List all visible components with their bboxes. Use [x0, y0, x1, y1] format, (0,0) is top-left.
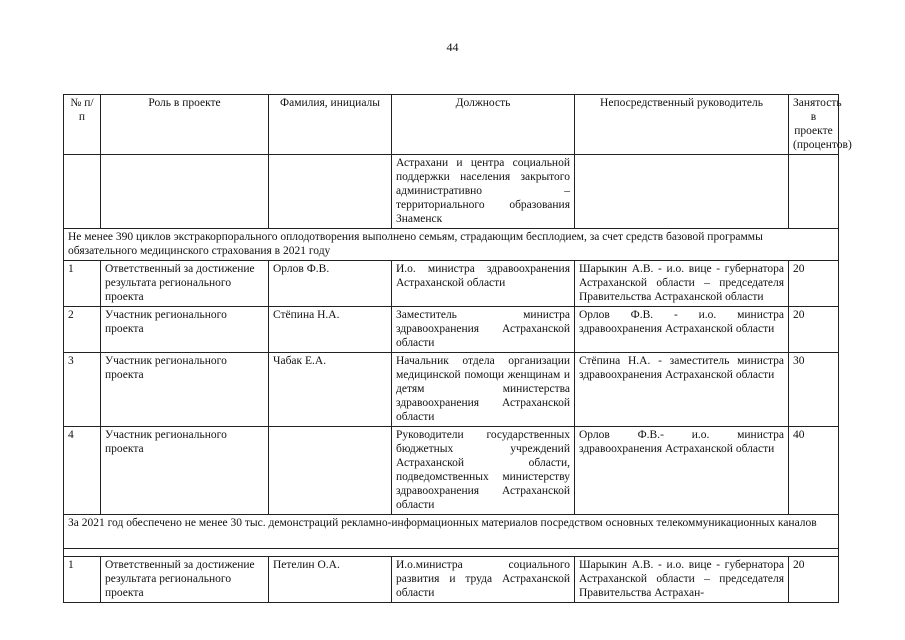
row-supervisor: Шарыкин А.В. - и.о. вице - губернатора Астраханской области – председателя Правительства Астрахан- [575, 557, 789, 603]
row-role: Ответственный за достижение результата регионального проекта [101, 557, 269, 603]
continuation-row [64, 155, 839, 229]
section2-title: За 2021 год обеспечено не менее 30 тыс. демонстраций рекламно-информационных материалов посредством основных телекоммуникационных каналов [64, 515, 839, 549]
row-supervisor: Орлов Ф.В.- и.о. министра здравоохранения Астраханской области [575, 427, 789, 515]
header-name: Фамилия, инициалы [269, 95, 392, 155]
section-title-row [64, 515, 839, 549]
row-role: Участник регионального проекта [101, 307, 269, 353]
row-num: 1 [64, 261, 101, 307]
header-position: Должность [392, 95, 575, 155]
row-name [269, 427, 392, 515]
continuation-position: Астрахани и центра социальной поддержки населения закрытого административно – территориального образования Знаменск [392, 155, 575, 229]
section-title-row [64, 229, 839, 261]
row-employment: 40 [789, 427, 839, 515]
page-number: 44 [446, 40, 459, 54]
table-row [64, 427, 839, 515]
row-name: Стёпина Н.А. [269, 307, 392, 353]
row-employment: 20 [789, 557, 839, 603]
header-num: № п/п [64, 95, 101, 155]
header-supervisor: Непосредственный руководитель [575, 95, 789, 155]
table-row [64, 353, 839, 427]
row-position: И.о. министра здравоохранения Астраханской области [392, 261, 575, 307]
row-role: Участник регионального проекта [101, 427, 269, 515]
row-employment: 30 [789, 353, 839, 427]
table-header-row [64, 95, 839, 155]
table-row [64, 307, 839, 353]
row-employment: 20 [789, 307, 839, 353]
row-role: Ответственный за достижение результата регионального проекта [101, 261, 269, 307]
row-num: 3 [64, 353, 101, 427]
row-supervisor: Орлов Ф.В. - и.о. министра здравоохранения Астраханской области [575, 307, 789, 353]
header-role: Роль в проекте [101, 95, 269, 155]
row-position: Начальник отдела организации медицинской помощи женщинам и детям министерства здравоохранения Астраханской области [392, 353, 575, 427]
row-supervisor: Шарыкин А.В. - и.о. вице - губернатора Астраханской области – председателя Правительства Астраханской области [575, 261, 789, 307]
row-position: Руководители государственных бюджетных учреждений Астраханской области, подведомственных министерству здравоохранения Астраханской области [392, 427, 575, 515]
row-name: Орлов Ф.В. [269, 261, 392, 307]
spacer-row [64, 549, 839, 557]
table-row [64, 261, 839, 307]
header-employment: Занятость в проекте (процентов) [789, 95, 839, 155]
row-role: Участник регионального проекта [101, 353, 269, 427]
row-num: 1 [64, 557, 101, 603]
row-name: Чабак Е.А. [269, 353, 392, 427]
row-name: Петелин О.А. [269, 557, 392, 603]
row-employment: 20 [789, 261, 839, 307]
table-row [64, 557, 839, 603]
section1-title: Не менее 390 циклов экстракорпорального оплодотворения выполнено семьям, страдающим бесплодием, за счет средств базовой программы обязательного медицинского страхования в 2021 году [64, 229, 839, 261]
project-team-table [63, 94, 852, 603]
row-num: 2 [64, 307, 101, 353]
row-num: 4 [64, 427, 101, 515]
row-position: Заместитель министра здравоохранения Астраханской области [392, 307, 575, 353]
row-supervisor: Стёпина Н.А. - заместитель министра здравоохранения Астраханской области [575, 353, 789, 427]
row-position: И.о.министра социального развития и труда Астраханской области [392, 557, 575, 603]
